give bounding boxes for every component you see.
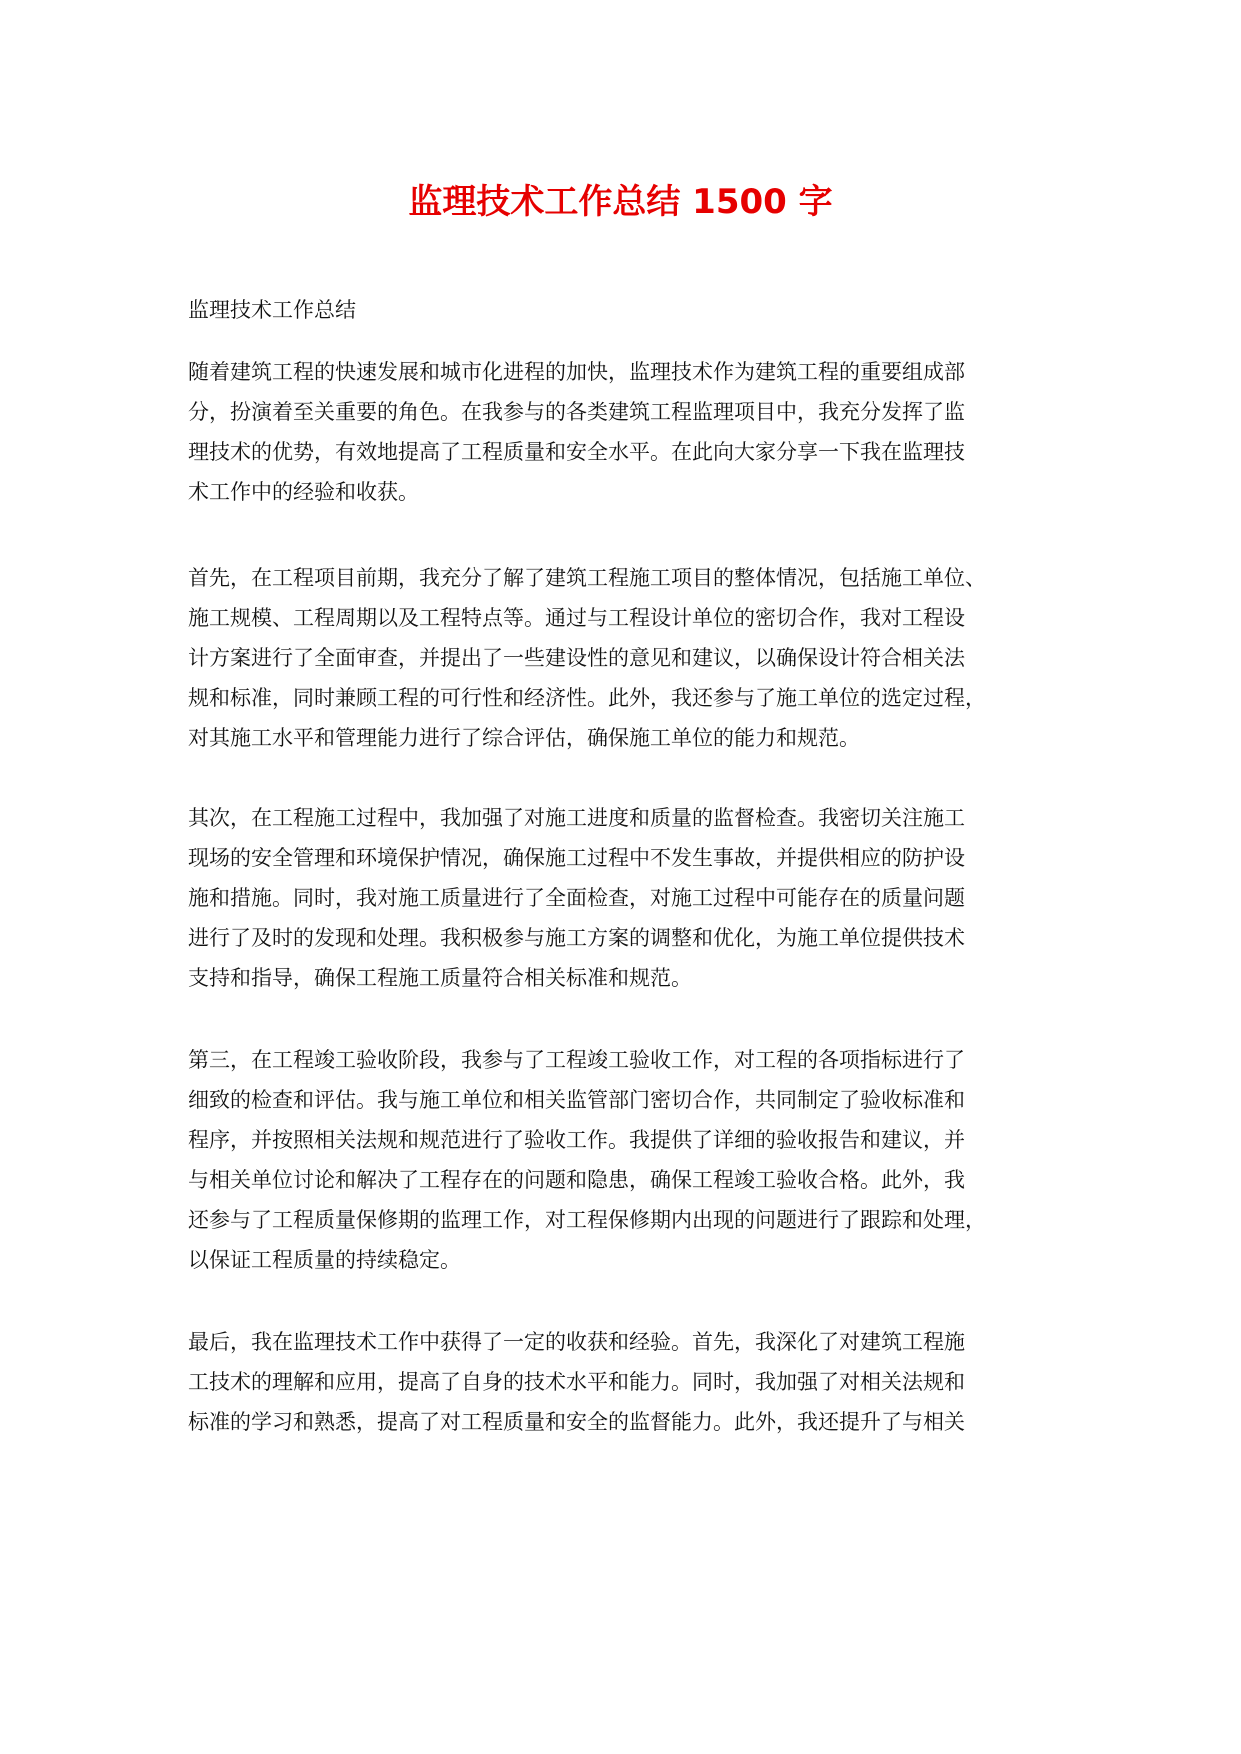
paragraph-line: 细致的检查和评估。我与施工单位和相关监管部门密切合作，共同制定了验收标准和 — [188, 1088, 965, 1112]
paragraph-third — [188, 1040, 1068, 1280]
paragraph-line: 施工规模、工程周期以及工程特点等。通过与工程设计单位的密切合作，我对工程设 — [188, 606, 965, 630]
paragraph-line: 对其施工水平和管理能力进行了综合评估，确保施工单位的能力和规范。 — [188, 726, 860, 750]
paragraph-line: 与相关单位讨论和解决了工程存在的问题和隐患，确保工程竣工验收合格。此外，我 — [188, 1168, 965, 1192]
paragraph-line: 理技术的优势，有效地提高了工程质量和安全水平。在此向大家分享一下我在监理技 — [188, 440, 965, 464]
paragraph-line: 进行了及时的发现和处理。我积极参与施工方案的调整和优化，为施工单位提供技术 — [188, 926, 965, 950]
paragraph-line: 计方案进行了全面审查，并提出了一些建设性的意见和建议，以确保设计符合相关法 — [188, 646, 965, 670]
paragraph-line: 标准的学习和熟悉，提高了对工程质量和安全的监督能力。此外，我还提升了与相关 — [188, 1410, 965, 1434]
paragraph-line: 第三，在工程竣工验收阶段，我参与了工程竣工验收工作，对工程的各项指标进行了 — [188, 1048, 965, 1072]
paragraph-line: 施和措施。同时，我对施工质量进行了全面检查，对施工过程中可能存在的质量问题 — [188, 886, 965, 910]
paragraph-line: 支持和指导，确保工程施工质量符合相关标准和规范。 — [188, 966, 692, 990]
paragraph-line: 首先，在工程项目前期，我充分了解了建筑工程施工项目的整体情况，包括施工单位、 — [188, 566, 986, 590]
paragraph-line: 随着建筑工程的快速发展和城市化进程的加快，监理技术作为建筑工程的重要组成部 — [188, 360, 965, 384]
paragraph-line: 程序，并按照相关法规和规范进行了验收工作。我提供了详细的验收报告和建议，并 — [188, 1128, 965, 1152]
paragraph-line: 还参与了工程质量保修期的监理工作，对工程保修期内出现的问题进行了跟踪和处理， — [188, 1208, 986, 1232]
paragraph-last — [188, 1322, 1068, 1442]
paragraph-second — [188, 798, 1068, 998]
paragraph-first — [188, 558, 1068, 758]
paragraph-line: 以保证工程质量的持续稳定。 — [188, 1248, 461, 1272]
paragraph-intro — [188, 352, 1068, 512]
document-subtitle: 监理技术工作总结 — [188, 298, 356, 322]
paragraph-line: 其次，在工程施工过程中，我加强了对施工进度和质量的监督检查。我密切关注施工 — [188, 806, 965, 830]
paragraph-line: 工技术的理解和应用，提高了自身的技术水平和能力。同时，我加强了对相关法规和 — [188, 1370, 965, 1394]
paragraph-line: 现场的安全管理和环境保护情况，确保施工过程中不发生事故，并提供相应的防护设 — [188, 846, 965, 870]
document-title: 监理技术工作总结 1500 字 — [408, 182, 833, 222]
paragraph-line: 术工作中的经验和收获。 — [188, 480, 419, 504]
paragraph-line: 分，扮演着至关重要的角色。在我参与的各类建筑工程监理项目中，我充分发挥了监 — [188, 400, 965, 424]
paragraph-line: 最后，我在监理技术工作中获得了一定的收获和经验。首先，我深化了对建筑工程施 — [188, 1330, 965, 1354]
paragraph-line: 规和标准，同时兼顾工程的可行性和经济性。此外，我还参与了施工单位的选定过程， — [188, 686, 986, 710]
